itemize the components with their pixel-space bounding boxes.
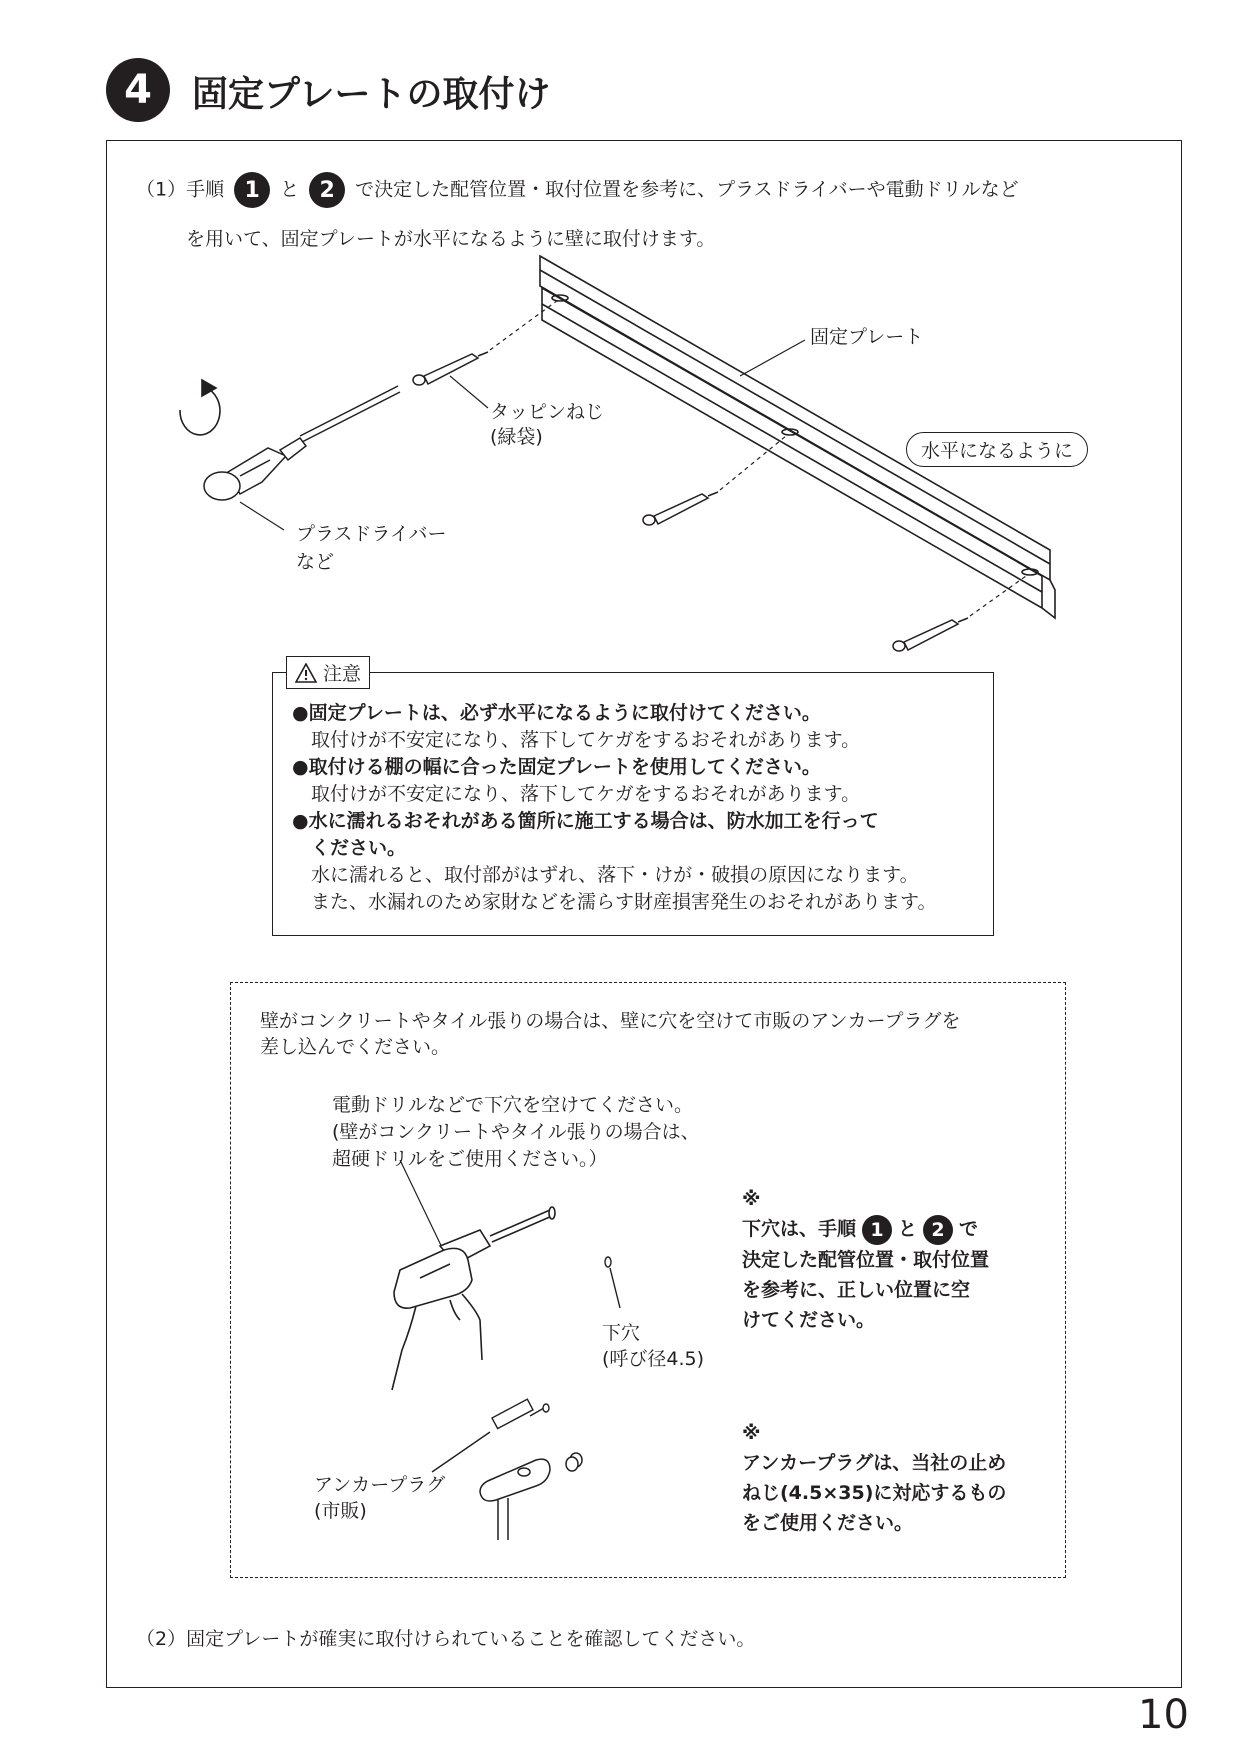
step1-prefix: （1）手順 — [136, 178, 225, 201]
note1-step-2-badge: 2 — [923, 1215, 953, 1245]
caution-line: 水に濡れると、取付部がはずれ、落下・けが・破損の原因になります。 — [292, 864, 919, 886]
caution-line: 取付けが不安定になり、落下してケガをするおそれがあります。 — [292, 729, 861, 751]
pilot-hole-note — [742, 1184, 989, 1335]
note1-step-1-badge: 1 — [862, 1215, 892, 1245]
step-1-badge: 1 — [234, 172, 270, 208]
step-2-badge: 2 — [309, 172, 345, 208]
caution-line: 取付けが不安定になり、落下してケガをするおそれがあります。 — [292, 783, 861, 805]
concrete-intro-1: 壁がコンクリートやタイル張りの場合は、壁に穴を空けて市販のアンカープラグを — [260, 1010, 961, 1032]
driver-label — [296, 520, 446, 576]
step1-line2: を用いて、固定プレートが水平になるように壁に取付けます。 — [186, 228, 716, 250]
anchor-plug-note — [742, 1418, 1006, 1538]
caution-line: ●固定プレートは、必ず水平になるように取付けてください。 — [292, 702, 821, 724]
screw-label-2: (緑袋) — [490, 426, 543, 448]
anchor-plug — [432, 1399, 549, 1472]
screw-leader — [450, 376, 488, 408]
electric-drill — [392, 1207, 555, 1390]
driver-leader — [240, 502, 284, 530]
step2-text: （2）固定プレートが確実に取付けられていることを確認してください。 — [136, 1628, 756, 1650]
note1-line4: けてください。 — [742, 1308, 876, 1331]
page-title: 固定プレートの取付け — [192, 74, 551, 115]
level-note-pill: 水平になるように — [906, 432, 1088, 467]
pilot-hole-label-1: 下穴 — [602, 1322, 641, 1344]
note2-mark: ※ — [742, 1422, 761, 1444]
note1-and: と — [898, 1218, 918, 1240]
drill-instruction-3: 超硬ドリルをご使用ください。） — [332, 1148, 608, 1170]
pilot-hole — [605, 1257, 620, 1308]
screw-2 — [643, 492, 718, 525]
screw-label — [490, 400, 604, 450]
note1-line2: 決定した配管位置・取付位置 — [742, 1248, 990, 1271]
note2-line3: をご使用ください。 — [742, 1512, 914, 1534]
note2-line2: ねじ(4.5×35)に対応するもの — [742, 1482, 1007, 1504]
step1-and: と — [280, 178, 300, 201]
note1-line3: を参考に、正しい位置に空 — [742, 1278, 971, 1301]
note1-mark: ※ — [742, 1188, 761, 1210]
drill-instruction-1: 電動ドリルなどで下穴を空けてください。 — [332, 1094, 694, 1116]
warning-icon — [295, 663, 317, 683]
page-number: 10 — [1138, 1692, 1189, 1738]
plate-label: 固定プレート — [810, 326, 924, 348]
note1-line1 — [742, 1214, 989, 1245]
anchor-plug-label-2: (市販) — [314, 1500, 367, 1522]
driver-label-2: など — [296, 551, 335, 573]
caution-line: ●水に濡れるおそれがある箇所に施工する場合は、防水加工を行って — [292, 810, 879, 832]
note1-pre: 下穴は、手順 — [742, 1218, 857, 1240]
plate-leader — [740, 340, 805, 376]
step1-line1 — [136, 172, 1019, 208]
note2-line1: アンカープラグは、当社の止め — [742, 1452, 1007, 1474]
screwdriver — [204, 386, 400, 500]
caution-tag-label: 注意 — [323, 663, 362, 685]
hammer — [480, 1453, 582, 1540]
pilot-hole-label-2: (呼び径4.5) — [602, 1348, 705, 1370]
concrete-intro — [260, 1008, 961, 1060]
caution-tag — [286, 656, 370, 689]
concrete-intro-2: 差し込んでください。 — [260, 1036, 451, 1058]
caution-line: また、水漏れのため家財などを濡らす財産損害発生のおそれがあります。 — [292, 891, 937, 913]
drill-instruction-2: (壁がコンクリートやタイル張りの場合は、 — [332, 1121, 700, 1143]
note1-post: で — [959, 1218, 979, 1240]
step1-text-a: で決定した配管位置・取付位置を参考に、プラスドライバーや電動ドリルなど — [355, 178, 1019, 201]
pilot-hole-label — [602, 1320, 704, 1372]
screw-label-1: タッピンねじ — [490, 401, 605, 423]
driver-label-1: プラスドライバー — [296, 523, 447, 545]
screw-1 — [413, 352, 488, 385]
anchor-plug-label — [314, 1472, 445, 1524]
caution-line: ●取付ける棚の幅に合った固定プレートを使用してください。 — [292, 756, 821, 778]
anchor-plug-label-1: アンカープラグ — [314, 1474, 446, 1496]
rotation-arrow — [180, 380, 220, 435]
caution-line: ください。 — [292, 837, 407, 859]
section-number-badge: 4 — [106, 58, 170, 122]
screw-3 — [893, 618, 968, 651]
caution-text — [292, 700, 982, 916]
